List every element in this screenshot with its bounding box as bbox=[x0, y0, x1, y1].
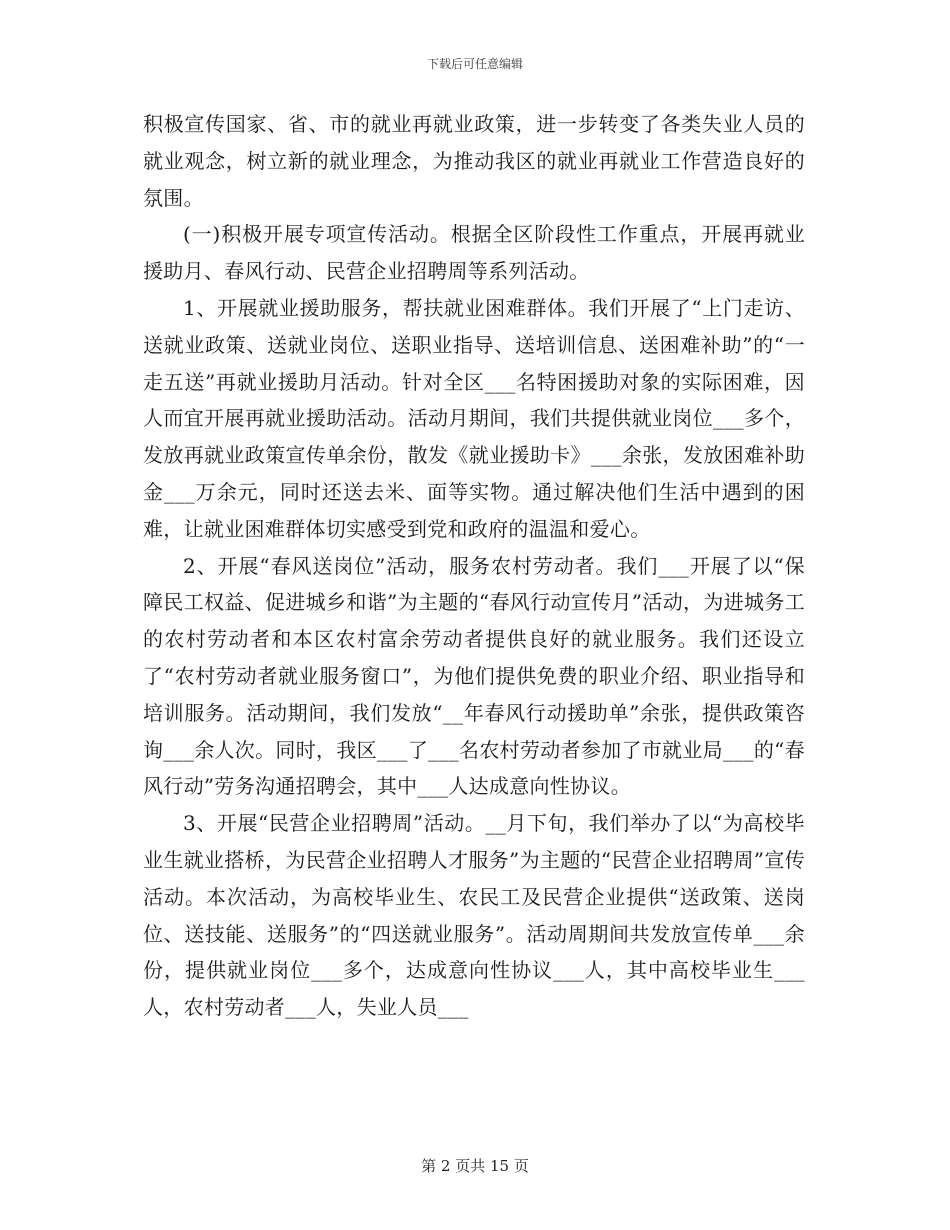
page-header: 下载后可任意编辑 bbox=[426, 57, 523, 71]
paragraph-item-1: 1、开展就业援助服务，帮扶就业困难群体。我们开展了“上门走访、送就业政策、送就业岗位、送职业指导、送培训信息、送困难补助”的“一走五送”再就业援助月活动。针对全区___名特困援助对象的实际困难，因人而宜开展再就业援助活动。活动月期间，我们共提供就业岗位___多个，发放再就业政策宣传单余份，散发《就业援助卡》___余张，发放困难补助金___万余元，同时还送去米、面等实物。通过解决他们生活中遇到的困难，让就业困难群体切实感受到党和政府的温温和爱心。 bbox=[143, 295, 805, 541]
paragraph-section-1: (一)积极开展专项宣传活动。根据全区阶段性工作重点，开展再就业援助月、春风行动、民营企业招聘周等系列活动。 bbox=[143, 222, 805, 284]
document-body bbox=[143, 106, 805, 1026]
paragraph-item-2: 2、开展“春风送岗位”活动，服务农村劳动者。我们___开展了以“保障民工权益、促进城乡和谐”为主题的“春风行动宣传月”活动，为进城务工的农村劳动者和本区农村富余劳动者提供良好的就业服务。我们还设立了“农村劳动者就业服务窗口”，为他们提供免费的职业介绍、职业指导和培训服务。活动期间，我们发放“__年春风行动援助单”余张，提供政策咨询___余人次。同时，我区___了___名农村劳动者参加了市就业局___的“春风行动”劳务沟通招聘会，其中___人达成意向性协议。 bbox=[143, 553, 805, 799]
paragraph-intro: 积极宣传国家、省、市的就业再就业政策，进一步转变了各类失业人员的就业观念，树立新的就业理念，为推动我区的就业再就业工作营造良好的氛围。 bbox=[143, 112, 805, 210]
paragraph-item-3: 3、开展“民营企业招聘周”活动。__月下旬，我们举办了以“为高校毕业生就业搭桥，为民营企业招聘人才服务”为主题的“民营企业招聘周”宣传活动。本次活动，为高校毕业生、农民工及民营企业提供“送政策、送岗位、送技能、送服务”的“四送就业服务”。活动周期间共发放宣传单___余份，提供就业岗位___多个，达成意向性协议___人，其中高校毕业生___人，农村劳动者___人，失业人员___ bbox=[143, 811, 805, 1020]
page-footer: 第 2 页共 15 页 bbox=[421, 1157, 529, 1175]
